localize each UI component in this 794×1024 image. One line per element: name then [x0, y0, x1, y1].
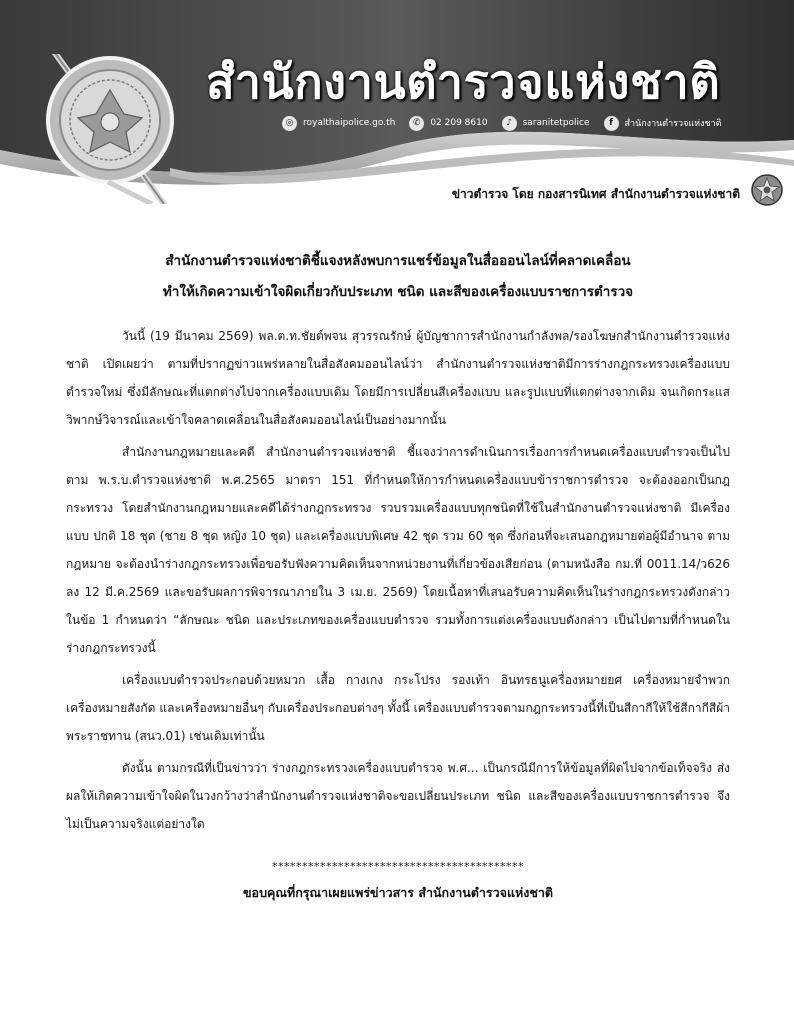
- contact-bar: [282, 113, 762, 133]
- small-police-seal-icon: [750, 173, 784, 207]
- facebook-text: สำนักงานตำรวจแห่งชาติ: [624, 119, 722, 129]
- contact-tiktok[interactable]: [502, 116, 590, 131]
- contact-facebook[interactable]: [604, 116, 722, 131]
- police-emblem: [44, 54, 194, 204]
- globe-icon: ◎: [282, 116, 297, 131]
- tiktok-text: saranitetpolice: [522, 118, 590, 128]
- phone-text: 02 209 8610: [430, 118, 488, 128]
- press-release: [66, 246, 730, 903]
- divider-asterisks: ******************************************: [272, 860, 524, 873]
- contact-phone[interactable]: [409, 116, 487, 131]
- letterhead: [0, 0, 794, 214]
- paragraph-1: วันนี้ (19 มีนาคม 2569) พล.ต.ท.ชัยต์พจน สุวรรณรักษ์ ผู้บัญชาการสำนักงานกำลังพล/รองโฆษกสำนักงานตำรวจแห่งชาติ เปิดเผยว่า ตามที่ปรากฏข่าวแพร่หลายในสื่อสังคมออนไลน์ว่า สำนักงานตำรวจแห่งชาติมีการร่างกฎกระทรวงเครื่องแบบตำรวจใหม่ ซึ่งมีลักษณะที่แตกต่างไปจากเครื่องแบบเดิม โดยมีการเปลี่ยนสีเครื่องแบบ และรูปแบบที่แตกต่างจากเดิม จนเกิดกระแสวิพากษ์วิจารณ์และเข้าใจคลาดเคลื่อนในสื่อสังคมออนไลน์เป็นอย่างมากนั้น: [66, 329, 730, 427]
- facebook-icon: f: [604, 116, 619, 131]
- contact-website[interactable]: [282, 116, 395, 131]
- tiktok-icon: ♪: [502, 116, 517, 131]
- headline-line-1: สำนักงานตำรวจแห่งชาติชี้แจงหลังพบการแชร์ข้อมูลในสื่อออนไลน์ที่คลาดเคลื่อน: [165, 253, 631, 269]
- org-name: สำนักงานตำรวจแห่งชาติ: [206, 55, 721, 110]
- byline: ข่าวตำรวจ โดย กองสารนิเทศ สำนักงานตำรวจแห่งชาติ: [451, 187, 740, 201]
- closing-thanks: ขอบคุณที่กรุณาเผยแพร่ข่าวสาร สำนักงานตำรวจแห่งชาติ: [243, 885, 553, 900]
- phone-icon: ✆: [409, 116, 424, 131]
- headline-line-2: ทำให้เกิดความเข้าใจผิดเกี่ยวกับประเภท ชนิด และสีของเครื่องแบบราชการตำรวจ: [162, 284, 634, 300]
- paragraph-2: สำนักงานกฎหมายและคดี สำนักงานตำรวจแห่งชาติ ชี้แจงว่าการดำเนินการเรื่องการกำหนดเครื่องแบบตำรวจเป็นไปตาม พ.ร.บ.ตำรวจแห่งชาติ พ.ศ.2565 มาตรา 151 ที่กำหนดให้การกำหนดเครื่องแบบข้าราชการตำรวจ จะต้องออกเป็นกฎกระทรวง โดยสำนักงานกฎหมายและคดีได้ร่างกฎกระทรวง รวบรวมเครื่องแบบทุกชนิดที่ใช้ในสำนักงานตำรวจแห่งชาติ มีเครื่องแบบ ปกติ 18 ชุด (ชาย 8 ชุด หญิง 10 ชุด) และเครื่องแบบพิเศษ 42 ชุด รวม 60 ชุด ซึ่งก่อนที่จะเสนอกฎหมายต่อผู้มีอำนาจ ตามกฎหมาย จะต้องนำร่างกฎกระทรวงเพื่อขอรับฟังความคิดเห็นจากหน่วยงานที่เกี่ยวข้องเสียก่อน (ตามหนังสือ กม.ที่ 0011.14/ว626 ลง 12 มี.ค.2569 และขอรับผลการพิจารณาภายใน 3 เม.ย. 2569) โดยเนื้อหาที่เสนอรับความคิดเห็นในร่างกฎกระทรวงดังกล่าว ในข้อ 1 กำหนดว่า “ลักษณะ ชนิด และประเภทของเครื่องแบบตำรวจ รวมทั้งการแต่งเครื่องแบบดังกล่าว เป็นไปตามที่กำหนดในร่างกฎกระทรวงนี้: [66, 445, 730, 655]
- paragraph-3: เครื่องแบบตำรวจประกอบด้วยหมวก เสื้อ กางเกง กระโปรง รองเท้า อินทรธนูเครื่องหมายยศ เครื่องหมายจำพวก เครื่องหมายสังกัด และเครื่องหมายอื่นๆ กับเครื่องประกอบต่างๆ ทั้งนี้ เครื่องแบบตำรวจตามกฎกระทรวงนี้ที่เป็นสีกากีให้ใช้สีกากีสีผ้าพระราชทาน (สนว.01) เช่นเดิมเท่านั้น: [66, 673, 730, 743]
- website-text: royalthaipolice.go.th: [303, 118, 396, 128]
- paragraph-4: ดังนั้น ตามกรณีที่เป็นข่าวว่า ร่างกฎกระทรวงเครื่องแบบตำรวจ พ.ศ... เป็นกรณีมีการให้ข้อมูลที่ผิดไปจากข้อเท็จจริง ส่งผลให้เกิดความเข้าใจผิดในวงกว้างว่าสำนักงานตำรวจแห่งชาติจะขอเปลี่ยนประเภท ชนิด และสีของเครื่องแบบราชการตำรวจ จึงไม่เป็นความจริงแต่อย่างใด: [66, 761, 730, 831]
